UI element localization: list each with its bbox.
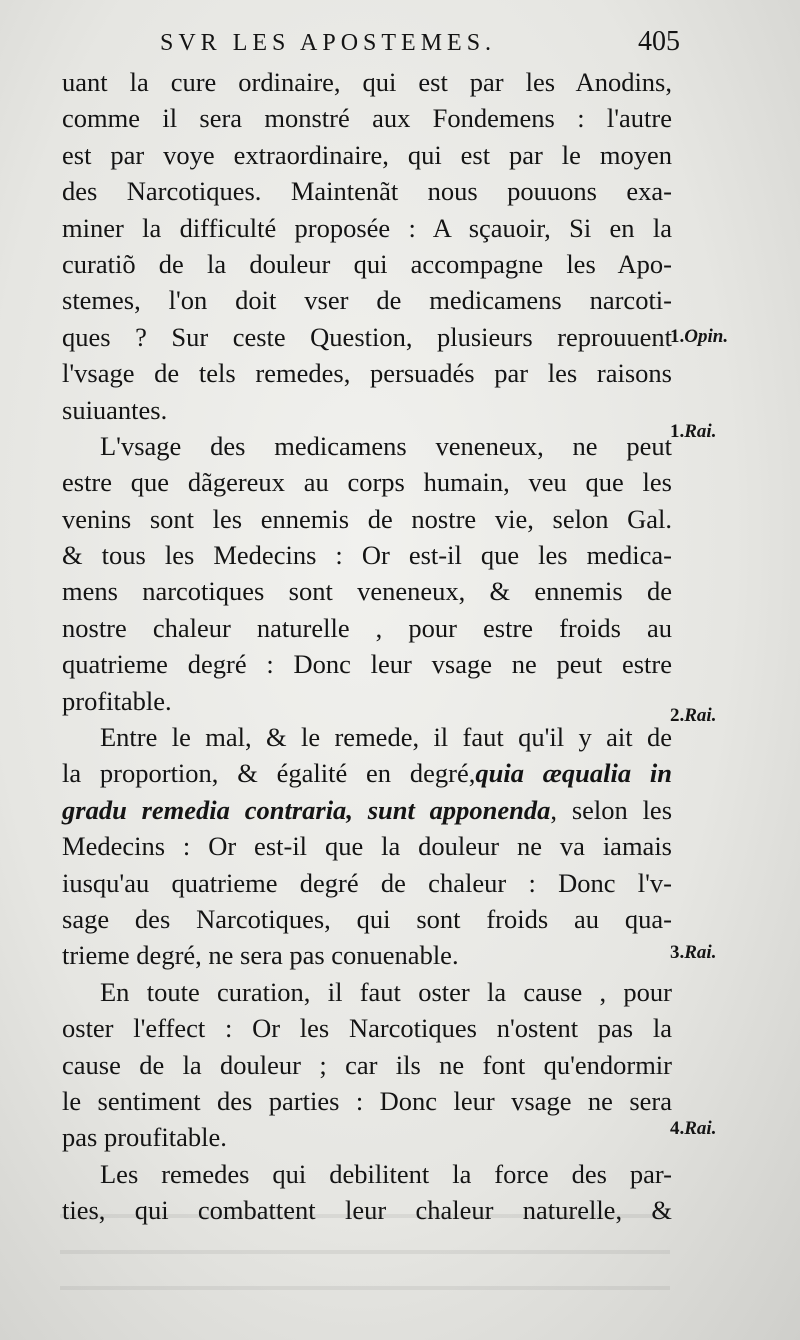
- margin-note-reason-3: [670, 942, 790, 964]
- body-text: [62, 64, 672, 1229]
- margin-note-number: 3.: [670, 942, 685, 963]
- text-line: miner la difficulté proposée : A sçauoir, Si en la: [62, 212, 672, 243]
- text-line: nostre chaleur naturelle , pour estre froids au: [62, 612, 672, 643]
- text-line: [62, 792, 672, 828]
- text-line: curatiõ de la douleur qui accompagne les Apo-: [62, 248, 672, 279]
- text-line: comme il sera monstré aux Fondemens : l'autre: [62, 103, 672, 134]
- margin-note-label: Rai.: [684, 705, 717, 726]
- latin-quote: gradu remedia contraria: [62, 794, 347, 825]
- text-segment: , selon les: [550, 794, 673, 825]
- margin-note-label: Rai.: [684, 942, 717, 963]
- text-line: suiuantes.: [62, 394, 168, 425]
- margin-note-label: Opin.: [684, 326, 729, 347]
- text-line: trieme degré, ne sera pas conuenable.: [62, 940, 459, 971]
- latin-quote: quia æqualia in: [475, 758, 672, 789]
- margin-note-label: Rai.: [684, 421, 717, 442]
- margin-note-reason-1: [670, 421, 790, 443]
- text-line: stemes, l'on doit vser de medicamens narcoti-: [62, 285, 672, 316]
- text-line: des Narcotiques. Maintenãt nous pouuons exa-: [62, 176, 672, 207]
- page-number: 405: [638, 26, 680, 57]
- text-line: l'vsage de tels remedes, persuadés par les raisons: [62, 358, 672, 389]
- text-line: L'vsage des medicamens veneneux, ne peut: [100, 430, 672, 461]
- text-segment: la proportion, & égalité en degré,: [62, 758, 476, 789]
- text-line: uant la cure ordinaire, qui est par les Anodins,: [62, 67, 672, 97]
- text-line: [62, 755, 672, 791]
- text-line: sage des Narcotiques, qui sont froids au qua-: [62, 903, 672, 934]
- text-line: mens narcotiques sont veneneux, & ennemis de: [62, 576, 672, 607]
- text-line: est par voye extraordinaire, qui est par le moyen: [62, 139, 672, 170]
- text-line: ques ? Sur ceste Question, plusieurs reprouuent: [62, 321, 672, 352]
- text-line: Les remedes qui debilitent la force des par-: [100, 1158, 672, 1189]
- text-line: estre que dãgereux au corps humain, veu que les: [62, 467, 672, 498]
- page-header: [160, 26, 680, 66]
- text-line: oster l'effect : Or les Narcotiques n'ostent pas la: [62, 1013, 672, 1044]
- margin-note-number: 1.: [670, 421, 685, 442]
- text-line: le sentiment des parties : Donc leur vsage ne sera: [62, 1085, 672, 1116]
- margin-note-reason-4: [670, 1118, 790, 1140]
- text-line: iusqu'au quatrieme degré de chaleur : Donc l'v-: [62, 867, 672, 898]
- margin-note-opinion-1: [670, 326, 790, 348]
- text-line: quatrieme degré : Donc leur vsage ne peut estre: [62, 649, 672, 680]
- text-line: ties, qui combattent leur chaleur naturelle, &: [62, 1195, 672, 1226]
- running-head: SVR LES APOSTEMES.: [160, 30, 497, 56]
- text-line: Medecins : Or est-il que la douleur ne va iamais: [62, 831, 672, 862]
- latin-quote: , sunt apponenda: [346, 794, 551, 825]
- text-line: profitable.: [62, 685, 172, 716]
- show-through-text: [60, 1190, 670, 1320]
- text-line: pas proufitable.: [62, 1122, 227, 1153]
- margin-note-number: 4.: [670, 1118, 685, 1139]
- text-line: venins sont les ennemis de nostre vie, selon Gal.: [62, 503, 672, 534]
- margin-note-label: Rai.: [684, 1118, 717, 1139]
- text-line: cause de la douleur ; car ils ne font qu'endormir: [62, 1049, 672, 1080]
- text-line: En toute curation, il faut oster la cause , pour: [100, 976, 672, 1007]
- margin-note-reason-2: [670, 705, 790, 727]
- text-line: & tous les Medecins : Or est-il que les medica-: [62, 540, 672, 571]
- margin-note-number: 1.: [670, 326, 685, 347]
- text-line: Entre le mal, & le remede, il faut qu'il y ait de: [100, 722, 672, 753]
- margin-note-number: 2.: [670, 705, 685, 726]
